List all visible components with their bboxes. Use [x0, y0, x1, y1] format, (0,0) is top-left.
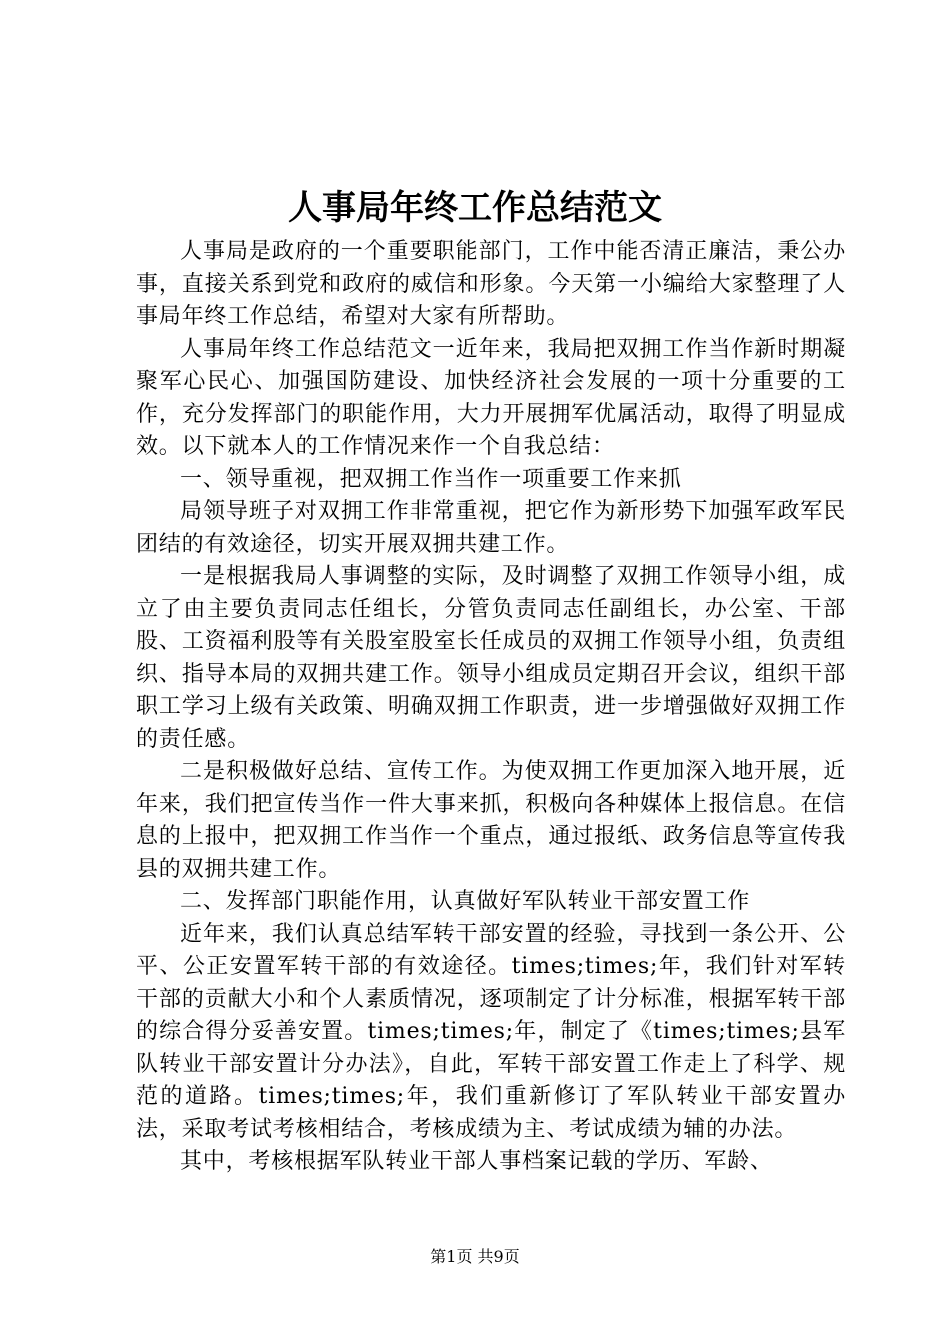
- section-heading: 一、领导重视，把双拥工作当作一项重要工作来抓: [180, 466, 682, 492]
- paragraph: 二是积极做好总结、宣传工作。为使双拥工作更加深入地开展，近年来，我们把宣传当作一件大事来抓，积极向各种媒体上报信息。在信息的上报中，把双拥工作当作一个重点，通过报纸、政务信息等宣传我县的双拥共建工作。: [136, 759, 846, 882]
- page-footer: 第1页 共9页: [430, 1247, 520, 1266]
- paragraph: 人事局年终工作总结范文一近年来，我局把双拥工作当作新时期凝聚军心民心、加强国防建设、加快经济社会发展的一项十分重要的工作，充分发挥部门的职能作用，大力开展拥军优属活动，取得了明显成效。以下就本人的工作情况来作一个自我总结：: [136, 336, 846, 459]
- paragraph: 一是根据我局人事调整的实际，及时调整了双拥工作领导小组，成立了由主要负责同志任组长，分管负责同志任副组长，办公室、干部股、工资福利股等有关股室股室长任成员的双拥工作领导小组，负责组织、指导本局的双拥共建工作。领导小组成员定期召开会议，组织干部职工学习上级有关政策、明确双拥工作职责，进一步增强做好双拥工作的责任感。: [136, 564, 846, 752]
- document-title: 人事局年终工作总结范文: [288, 188, 662, 228]
- paragraph: 其中，考核根据军队转业干部人事档案记载的学历、军龄、: [180, 1149, 773, 1174]
- section-heading: 二、发挥部门职能作用，认真做好军队转业干部安置工作: [180, 889, 751, 914]
- paragraph: 近年来，我们认真总结军转干部安置的经验，寻找到一条公开、公平、公正安置军转干部的有效途径。times;times;年，我们针对军转干部的贡献大小和个人素质情况，逐项制定了计分标准，根据军转干部的综合得分妥善安置。times;times;年，制定了《times;times;县军队转业干部安置计分办法》，自此，军转干部安置工作走上了科学、规范的道路。times;times;年，我们重新修订了军队转业干部安置办法，采取考试考核相结合，考核成绩为主、考试成绩为辅的办法。: [136, 921, 846, 1142]
- document-body: [136, 236, 846, 1179]
- paragraph: 局领导班子对双拥工作非常重视，把它作为新形势下加强军政军民团结的有效途径，切实开展双拥共建工作。: [136, 499, 846, 557]
- paragraph: 人事局是政府的一个重要职能部门，工作中能否清正廉洁，秉公办事，直接关系到党和政府的威信和形象。今天第一小编给大家整理了人事局年终工作总结，希望对大家有所帮助。: [136, 239, 846, 329]
